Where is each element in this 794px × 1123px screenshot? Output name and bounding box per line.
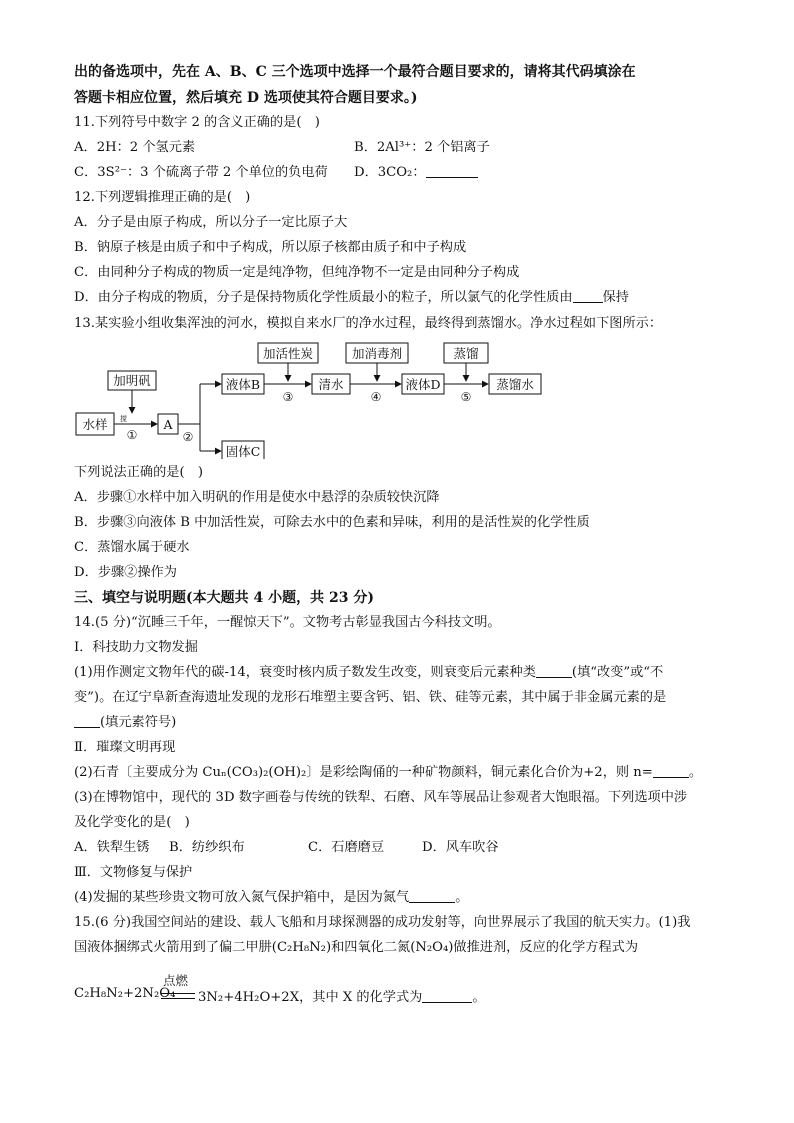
q14-p2-text: (2)石青〔主要成分为 Cuₙ(CO₃)₂(OH)₂〕是彩绘陶俑的一种矿物颜料，铜元素化合价为+2，则 n=: [74, 765, 653, 780]
carbon-label: 加活性炭: [262, 346, 314, 361]
q13-option-b: B．步骤③向液体 B 中加活性炭，可除去水中的色素和异味，利用的是活性炭的化学性质: [74, 515, 590, 530]
q15-line1: 15.(6 分)我国空间站的建设、载人飞船和月球探测器的成功发射等，向世界展示了我国的航天实力。(1)我: [74, 915, 691, 930]
a-label: A: [163, 417, 173, 432]
q14-p2-blank[interactable]: [653, 763, 689, 778]
q14-p4-end: 。: [455, 890, 469, 905]
instruction-line-2: 答题卡相应位置，然后填充 D 选项使其符合题目要求。): [74, 90, 418, 106]
q11-option-b: B．2Al³⁺：2 个铝离子: [354, 140, 490, 155]
solid-c-label: 固体C: [225, 444, 261, 459]
water-purification-diagram: [74, 341, 544, 459]
q14-stem: 14.(5 分)“沉睡三千年，一醒惊天下”。文物考古彰显我国古今科技文明。: [74, 615, 501, 630]
equation-right: [198, 986, 486, 1005]
equation-end: 。: [472, 990, 486, 1005]
q11-option-d: [354, 163, 478, 183]
equation-equals-sign: [161, 993, 195, 999]
q14-p1-line3-text: (填元素符号): [100, 715, 177, 730]
q15-answer-blank[interactable]: [422, 988, 472, 1003]
q13-option-a: A．步骤①水样中加入明矾的作用是使水中悬浮的杂质较快沉降: [74, 490, 440, 505]
q12-option-d-text: D．由分子构成的物质，分子是保持物质化学性质最小的粒子，所以氯气的化学性质由: [74, 290, 573, 305]
q14-p1-line3: [74, 713, 176, 733]
q15-equation: [74, 971, 724, 1011]
q13-option-d: D．步骤②操作为: [74, 565, 177, 580]
disinfect-label: 加消毒剂: [351, 346, 403, 361]
q14-p3-option-b: B．纺纱织布: [169, 840, 245, 855]
q15-line2: 国液体捆绑式火箭用到了偏二甲肼(C₂H₈N₂)和四氧化二氮(N₂O₄)做推进剂，反应的化学方程式为: [74, 940, 639, 955]
step1-label: ①: [126, 428, 138, 442]
stir-label: 搅: [120, 415, 127, 423]
distill-label: 蒸馏: [453, 346, 479, 361]
q11-answer-blank[interactable]: [426, 163, 478, 178]
equation-condition: 点燃: [163, 973, 189, 988]
q14-p3-option-c: C．石磨磨豆: [308, 840, 385, 855]
water-sample-label: 水样: [82, 417, 108, 432]
instruction-line-1: 出的备选项中，先在 A、B、C 三个选项中选择一个最符合题目要求的，请将其代码填涂在: [74, 64, 636, 80]
q12-option-d: [74, 288, 629, 308]
step4-label: ④: [370, 390, 382, 404]
q11-stem: 11.下列符号中数字 2 的含义正确的是( ): [74, 115, 320, 130]
alum-label: 加明矾: [113, 373, 151, 388]
q14-p1-line1: [74, 663, 663, 683]
q14-p3-line1: (3)在博物馆中，现代的 3D 数字画卷与传统的铁犁、石磨、风车等展品让参观者大饱眼福。下列选项中涉: [74, 790, 688, 805]
q14-p1-text: (1)用作测定文物年代的碳-14，衰变时核内质子数发生改变，则衰变后元素种类: [74, 665, 536, 680]
step2-label: ②: [182, 430, 194, 444]
clear-water-label: 清水: [318, 377, 344, 392]
q14-p3-option-a: A．铁犁生锈: [74, 840, 150, 855]
q14-p3-option-d: D．风车吹谷: [422, 840, 499, 855]
section-3-heading: 三、填空与说明题(本大题共 4 小题，共 23 分): [74, 590, 374, 606]
q14-part2: Ⅱ．璀璨文明再现: [74, 740, 176, 755]
q12-answer-blank[interactable]: [573, 288, 603, 303]
q14-part3: Ⅲ．文物修复与保护: [74, 865, 193, 880]
q14-p4-blank[interactable]: [409, 888, 455, 903]
step5-label: ⑤: [460, 390, 472, 404]
q14-p1-blank[interactable]: [536, 663, 572, 678]
q14-p1-hint: (填“改变”或“不: [571, 665, 664, 680]
q13-option-c: C．蒸馏水属于硬水: [74, 540, 190, 555]
q12-option-c: C．由同种分子构成的物质一定是纯净物，但纯净物不一定是由同种分子构成: [74, 265, 520, 280]
q11-option-c: C．3S²⁻：3 个硫离子带 2 个单位的负电荷: [74, 165, 328, 180]
equation-right-text: 3N₂+4H₂O+2X，其中 X 的化学式为: [198, 990, 423, 1005]
q11-option-a: A．2H：2 个氢元素: [74, 140, 196, 155]
q12-option-b: B．钠原子核是由质子和中子构成，所以原子核都由质子和中子构成: [74, 240, 467, 255]
q14-p1-line2: 变”)。在辽宁阜新查海遗址发现的龙形石堆塑主要含钙、铝、铁、硅等元素，其中属于非金属元素的是: [74, 690, 667, 705]
q11-option-d-label: D．3CO₂：: [354, 165, 426, 180]
q12-stem: 12.下列逻辑推理正确的是( ): [74, 190, 251, 205]
q14-part1: Ⅰ．科技助力文物发掘: [74, 640, 198, 655]
q13-after: 下列说法正确的是( ): [74, 465, 203, 480]
q14-p3-line2: 及化学变化的是( ): [74, 815, 190, 830]
q12-option-a: A．分子是由原子构成，所以分子一定比原子大: [74, 215, 348, 230]
liquid-d-label: 液体D: [405, 377, 441, 392]
q14-p2: [74, 763, 702, 783]
step3-label: ③: [282, 390, 294, 404]
q14-p1-element-blank[interactable]: [74, 713, 100, 728]
distilled-water-label: 蒸馏水: [496, 377, 534, 392]
q14-p2-end: 。: [688, 765, 702, 780]
q12-option-d-tail: 保持: [602, 290, 629, 305]
q14-p4: [74, 888, 468, 908]
q14-p4-text: (4)发掘的某些珍贵文物可放入氮气保护箱中，是因为氮气: [74, 890, 410, 905]
q13-stem: 13.某实验小组收集浑浊的河水，模拟自来水厂的净水过程，最终得到蒸馏水。净水过程如下图所示：: [74, 316, 663, 331]
liquid-b-label: 液体B: [225, 377, 261, 392]
equation-left: C₂H₈N₂+2N₂O₄: [74, 986, 176, 1001]
